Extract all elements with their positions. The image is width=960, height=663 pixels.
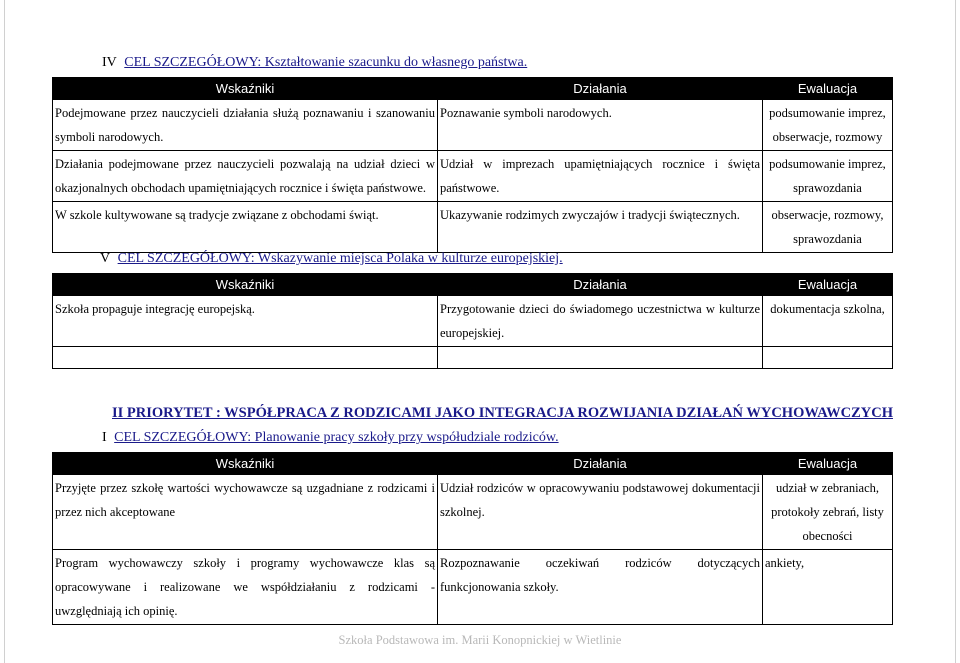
- section-i-number: I: [102, 430, 107, 445]
- table-header-row: [53, 274, 893, 296]
- table-header-row: [53, 78, 893, 100]
- table-row: [53, 202, 893, 253]
- cell-dzialania: [438, 347, 763, 369]
- cell-ewaluacja: udział w zebraniach, protokoły zebrań, listy obecności: [763, 475, 893, 550]
- cell-wskazniki: Podejmowane przez nauczycieli działania służą poznawaniu i szanowaniu symboli narodowych.: [53, 100, 438, 151]
- section-v-title: CEL SZCZEGÓŁOWY: Wskazywanie miejsca Polaka w kulturze europejskiej.: [117, 251, 563, 266]
- table-header-row: [53, 453, 893, 475]
- cell-wskazniki: Przyjęte przez szkołę wartości wychowawcze są uzgadniane z rodzicami i przez nich akceptowane: [53, 475, 438, 550]
- header-ewaluacja: Ewaluacja: [763, 453, 893, 475]
- section-iv-heading: [102, 55, 527, 71]
- header-ewaluacja: Ewaluacja: [763, 274, 893, 296]
- table-row-empty: [53, 347, 893, 369]
- page-footer: Szkoła Podstawowa im. Marii Konopnickiej w Wietlinie: [338, 633, 622, 647]
- cell-ewaluacja: podsumowanie imprez, obserwacje, rozmowy: [763, 100, 893, 151]
- cell-ewaluacja: obserwacje, rozmowy, sprawozdania: [763, 202, 893, 253]
- cell-ewaluacja: podsumowanie imprez, sprawozdania: [763, 151, 893, 202]
- cell-dzialania: Ukazywanie rodzimych zwyczajów i tradycji świątecznych.: [438, 202, 763, 253]
- table-row: [53, 296, 893, 347]
- header-wskazniki: Wskaźniki: [53, 453, 438, 475]
- section-i-table: [52, 452, 893, 625]
- section-v-heading: [100, 251, 563, 267]
- section-v-table: [52, 273, 893, 369]
- header-dzialania: Działania: [438, 78, 763, 100]
- cell-wskazniki: Działania podejmowane przez nauczycieli pozwalają na udział dzieci w okazjonalnych obchodach upamiętniających rocznice i święta państwowe.: [53, 151, 438, 202]
- cell-dzialania: Udział rodziców w opracowywaniu podstawowej dokumentacji szkolnej.: [438, 475, 763, 550]
- cell-wskazniki: W szkole kultywowane są tradycje związane z obchodami świąt.: [53, 202, 438, 253]
- section-v-number: V: [100, 251, 111, 266]
- header-wskazniki: Wskaźniki: [53, 78, 438, 100]
- cell-dzialania: Przygotowanie dzieci do świadomego uczestnictwa w kulturze europejskiej.: [438, 296, 763, 347]
- cell-wskazniki: [53, 347, 438, 369]
- cell-ewaluacja: ankiety,: [763, 550, 893, 625]
- cell-ewaluacja: [763, 347, 893, 369]
- cell-dzialania: Udział w imprezach upamiętniających rocznice i święta państwowe.: [438, 151, 763, 202]
- cell-dzialania: Poznawanie symboli narodowych.: [438, 100, 763, 151]
- header-dzialania: Działania: [438, 453, 763, 475]
- cell-wskazniki: Szkoła propaguje integrację europejską.: [53, 296, 438, 347]
- cell-wskazniki: Program wychowawczy szkoły i programy wychowawcze klas są opracowywane i realizowane we współdziałaniu z rodzicami - uwzględniają ich opinię.: [53, 550, 438, 625]
- section-i-heading: [102, 430, 559, 446]
- cell-ewaluacja: dokumentacja szkolna,: [763, 296, 893, 347]
- section-iv-number: IV: [102, 55, 117, 70]
- page-edge-right: [955, 0, 956, 663]
- table-row: [53, 475, 893, 550]
- page-edge-left: [4, 0, 5, 663]
- priority-title: II PRIORYTET : WSPÓŁPRACA Z RODZICAMI JAKO INTEGRACJA ROZWIJANIA DZIAŁAŃ WYCHOWAWCZYCH: [112, 405, 893, 421]
- header-ewaluacja: Ewaluacja: [763, 78, 893, 100]
- header-dzialania: Działania: [438, 274, 763, 296]
- header-wskazniki: Wskaźniki: [53, 274, 438, 296]
- section-i-title: CEL SZCZEGÓŁOWY: Planowanie pracy szkoły przy współudziale rodziców.: [114, 430, 559, 445]
- cell-dzialania: Rozpoznawanie oczekiwań rodziców dotyczących funkcjonowania szkoły.: [438, 550, 763, 625]
- table-row: [53, 151, 893, 202]
- section-iv-table: [52, 77, 893, 253]
- table-row: [53, 550, 893, 625]
- table-row: [53, 100, 893, 151]
- section-iv-title: CEL SZCZEGÓŁOWY: Kształtowanie szacunku do własnego państwa.: [124, 55, 528, 70]
